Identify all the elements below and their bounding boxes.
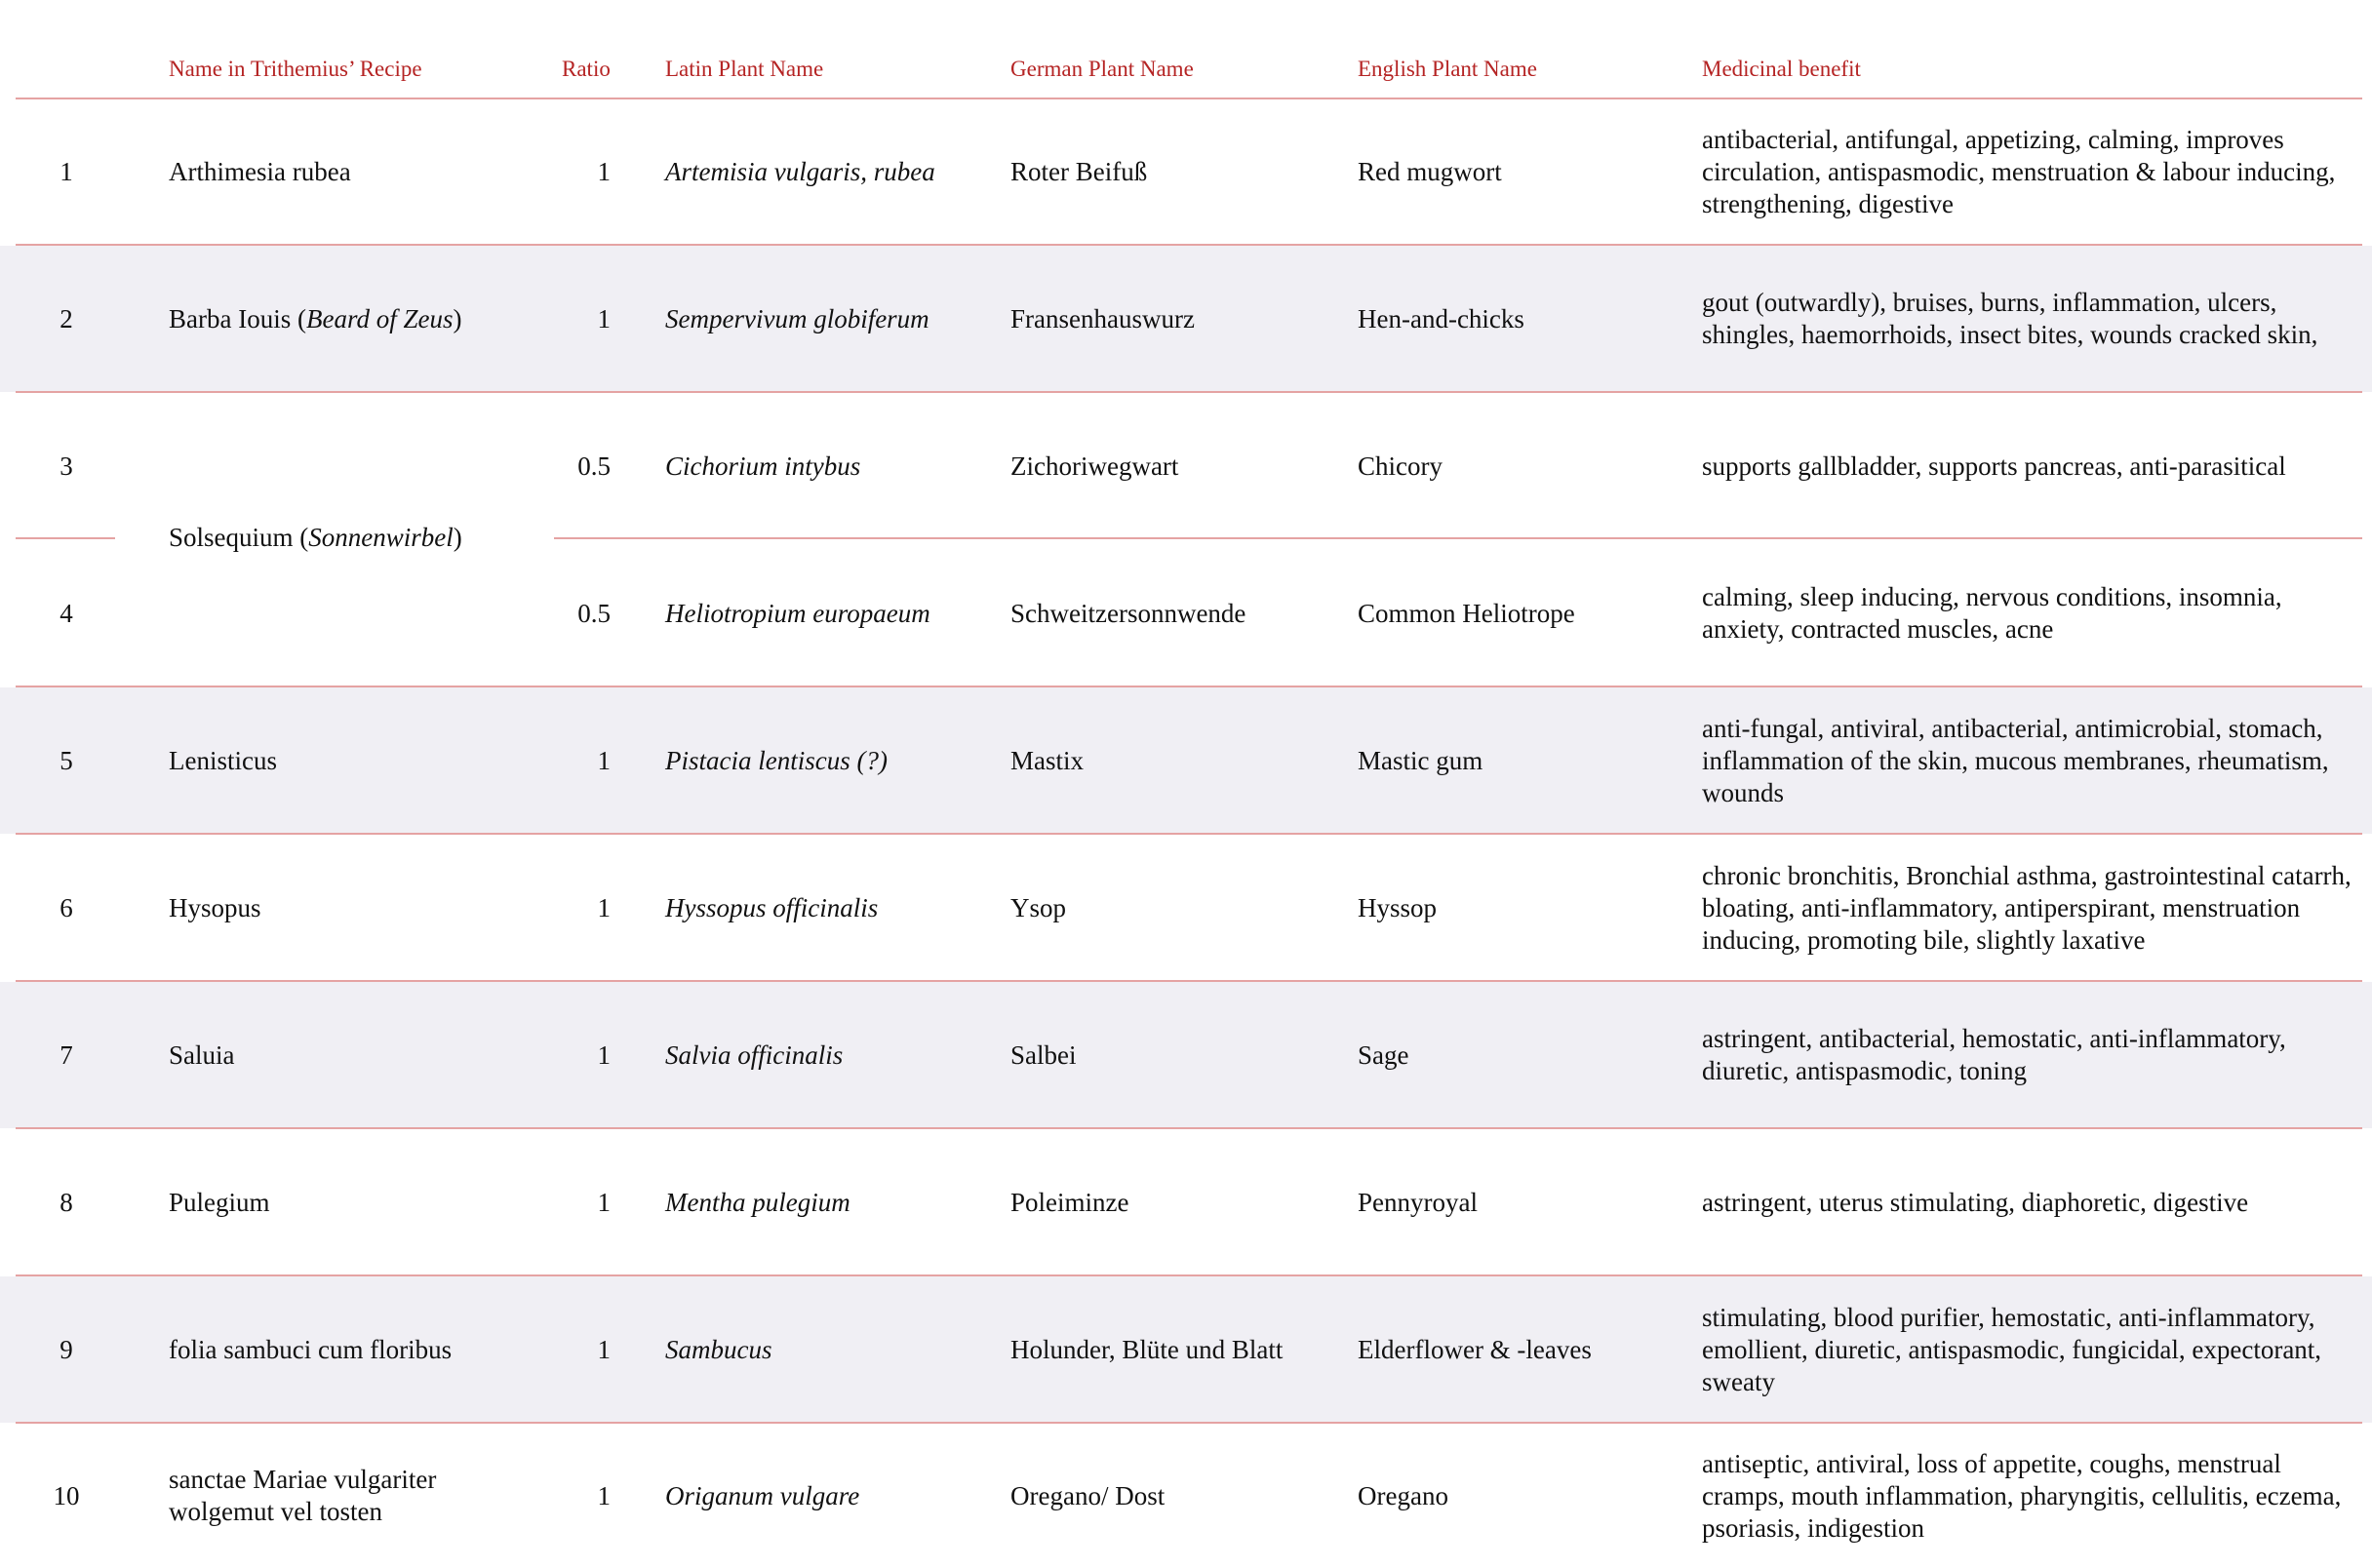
row-english-name: Hen-and-chicks [1358,303,1524,333]
row-english-name: Hyssop [1358,892,1438,922]
row-number: 6 [59,892,73,922]
row-ratio: 1 [597,1039,611,1070]
recipe-name-plain: Barba Iouis ( [169,303,306,333]
row-recipe-name: Hysopus [169,892,261,922]
row-ratio: 1 [597,1480,611,1510]
table-header [0,0,2372,98]
table-row [0,982,2372,1128]
row-ratio: 0.5 [577,598,611,628]
row-english-name: Pennyroyal [1358,1187,1478,1217]
row-german-name: Oregano/ Dost [1010,1480,1166,1510]
row-latin-name: Hyssopus officinalis [665,892,879,922]
table-row [0,835,2372,981]
row-divider [16,1274,2362,1276]
row-latin-name: Heliotropium europaeum [665,598,930,628]
table-row [0,1276,2372,1423]
table-row [0,246,2372,392]
row-number: 3 [59,451,73,481]
row-number: 7 [59,1039,73,1070]
row-divider [16,833,2362,835]
row-ratio: 1 [597,156,611,186]
row-german-name: Roter Beifuß [1010,156,1148,186]
row-number: 8 [59,1187,73,1217]
recipe-name-close: ) [453,303,462,333]
header-latin: Latin Plant Name [665,57,824,81]
merged-recipe-name [169,515,539,560]
table-row [0,540,2372,686]
row-latin-name: Cichorium intybus [665,451,861,481]
row-number: 1 [59,156,73,186]
row-number: 10 [53,1480,80,1510]
row-english-name: Oregano [1358,1480,1448,1510]
row-latin-name: Sambucus [665,1334,772,1364]
row-latin-name: Mentha pulegium [665,1187,850,1217]
row-german-name: Fransenhauswurz [1010,303,1195,333]
row-latin-name: Artemisia vulgaris, rubea [665,156,935,186]
row-german-name: Poleiminze [1010,1187,1129,1217]
header-english: English Plant Name [1358,57,1537,81]
row-divider [16,1127,2362,1129]
row-english-name: Red mugwort [1358,156,1502,186]
row-number: 9 [59,1334,73,1364]
row-medicinal-benefit: supports gallbladder, supports pancreas, anti-parasitical [1702,451,2286,481]
row-divider [16,980,2362,982]
row-medicinal-benefit: antibacterial, antifungal, appetizing, calming, improves circulation, antispasmodic, menstruation & labour inducing, strengthening, digestive [1702,124,2336,218]
row-divider [16,1422,2362,1424]
row-divider-partial-left [16,537,115,539]
row-latin-name: Origanum vulgare [665,1480,860,1510]
row-latin-name: Sempervivum globiferum [665,303,929,333]
recipe-name-italic: Beard of Zeus [305,303,454,333]
row-recipe-name: Arthimesia rubea [169,156,351,186]
row-medicinal-benefit: antiseptic, antiviral, loss of appetite, coughs, menstrual cramps, mouth inflammation, pharyngitis, cellulitis, eczema, psoriasis, indigestion [1702,1448,2342,1543]
row-divider [16,686,2362,687]
recipe-name-plain: Solsequium ( [169,522,309,552]
row-german-name: Zichoriwegwart [1010,451,1179,481]
row-medicinal-benefit: anti-fungal, antiviral, antibacterial, antimicrobial, stomach, inflammation of the skin, mucous membranes, rheumatism, wounds [1702,713,2329,807]
row-english-name: Chicory [1358,451,1443,481]
table-row [0,687,2372,834]
row-recipe-name: folia sambuci cum floribus [169,1334,453,1364]
row-ratio: 1 [597,745,611,775]
row-english-name: Sage [1358,1039,1409,1070]
recipe-name-italic: Sonnenwirbel [308,522,454,552]
row-english-name: Common Heliotrope [1358,598,1575,628]
row-medicinal-benefit: astringent, antibacterial, hemostatic, anti-inflammatory, diuretic, antispasmodic, toning [1702,1024,2286,1085]
row-latin-name: Pistacia lentiscus (?) [665,745,888,775]
row-german-name: Holunder, Blüte und Blatt [1010,1334,1284,1364]
row-divider-partial-right [554,537,2362,539]
row-german-name: Mastix [1010,745,1085,775]
row-recipe-name [169,246,539,392]
row-number: 5 [59,745,73,775]
header-divider [16,98,2362,99]
row-medicinal-benefit: gout (outwardly), bruises, burns, inflammation, ulcers, shingles, haemorrhoids, insect bites, wounds cracked skin, [1702,288,2318,349]
row-ratio: 1 [597,892,611,922]
row-english-name: Mastic gum [1358,745,1483,775]
row-ratio: 1 [597,1187,611,1217]
header-name: Name in Trithemius’ Recipe [169,57,422,81]
row-number: 4 [59,598,73,628]
row-german-name: Ysop [1010,892,1067,922]
row-recipe-name: Lenisticus [169,745,277,775]
row-ratio: 0.5 [577,451,611,481]
header-ratio: Ratio [562,57,611,81]
row-english-name: Elderflower & -leaves [1358,1334,1592,1364]
table-row [0,1424,2372,1568]
row-medicinal-benefit: calming, sleep inducing, nervous conditions, insomnia, anxiety, contracted muscles, acne [1702,582,2282,644]
row-german-name: Salbei [1010,1039,1077,1070]
row-recipe-name: Pulegium [169,1187,270,1217]
row-divider [16,391,2362,393]
row-recipe-name: Saluia [169,1039,235,1070]
header-benefit: Medicinal benefit [1702,57,1861,81]
row-number: 2 [59,303,73,333]
row-ratio: 1 [597,1334,611,1364]
row-recipe-name: sanctae Mariae vulgariter wolgemut vel tosten [169,1465,437,1526]
row-divider [16,244,2362,246]
row-medicinal-benefit: chronic bronchitis, Bronchial asthma, gastrointestinal catarrh, bloating, anti-inflammatory, antiperspirant, menstruation inducing, promoting bile, slightly laxative [1702,860,2352,955]
table-row [0,98,2372,245]
row-medicinal-benefit: astringent, uterus stimulating, diaphoretic, digestive [1702,1187,2249,1217]
row-latin-name: Salvia officinalis [665,1039,844,1070]
table-row [0,1129,2372,1275]
row-german-name: Schweitzersonnwende [1010,598,1246,628]
header-german: German Plant Name [1010,57,1194,81]
row-ratio: 1 [597,303,611,333]
recipe-name-close: ) [453,522,462,552]
row-medicinal-benefit: stimulating, blood purifier, hemostatic, anti-inflammatory, emollient, diuretic, antispasmodic, fungicidal, expectorant, sweaty [1702,1302,2322,1396]
